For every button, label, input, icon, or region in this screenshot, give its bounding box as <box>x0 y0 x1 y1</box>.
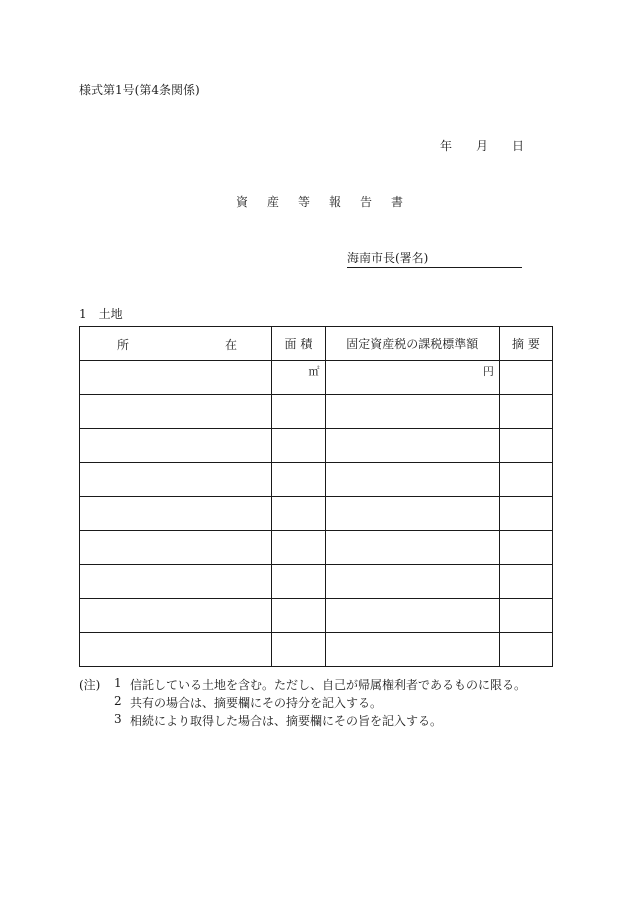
cell-remarks[interactable] <box>499 395 552 429</box>
note-text: 共有の場合は、摘要欄にその持分を記入する。 <box>130 696 383 710</box>
cell-location[interactable] <box>80 531 272 565</box>
area-unit: ㎡ <box>308 365 320 378</box>
cell-assessed-value[interactable] <box>325 463 499 497</box>
table-row <box>80 599 553 633</box>
date-month-label: 月 <box>476 139 489 153</box>
cell-remarks[interactable] <box>499 565 552 599</box>
header-remarks: 摘 要 <box>499 327 552 361</box>
title-char: 書 <box>391 195 404 209</box>
cell-location[interactable] <box>80 395 272 429</box>
note-text: 相続により取得した場合は、摘要欄にその旨を記入する。 <box>130 714 443 728</box>
cell-remarks[interactable] <box>499 531 552 565</box>
date-year-label: 年 <box>440 139 453 153</box>
note-number: 3 <box>114 712 122 726</box>
cell-location[interactable] <box>80 361 272 395</box>
cell-remarks[interactable] <box>499 361 552 395</box>
cell-assessed-value[interactable] <box>325 599 499 633</box>
note-number: 1 <box>114 676 122 690</box>
cell-remarks[interactable] <box>499 429 552 463</box>
title-char: 報 <box>329 195 342 209</box>
cell-assessed-value[interactable] <box>325 361 499 395</box>
header-location-char-2: 在 <box>225 338 238 352</box>
table-row <box>80 633 553 667</box>
cell-area[interactable] <box>272 531 325 565</box>
form-number: 様式第1号(第4条関係) <box>79 83 200 97</box>
date-day-label: 日 <box>512 139 525 153</box>
cell-area[interactable] <box>272 395 325 429</box>
cell-assessed-value[interactable] <box>325 429 499 463</box>
title-char: 告 <box>360 195 373 209</box>
cell-area[interactable] <box>272 599 325 633</box>
header-assessed-value: 固定資産税の課税標準額 <box>325 327 499 361</box>
cell-remarks[interactable] <box>499 599 552 633</box>
value-unit: 円 <box>482 365 494 378</box>
header-location-char-1: 所 <box>117 338 130 352</box>
title-char: 産 <box>267 195 280 209</box>
title-char: 等 <box>298 195 311 209</box>
header-area: 面 積 <box>272 327 325 361</box>
header-location <box>80 327 272 361</box>
table-row <box>80 497 553 531</box>
table-row <box>80 361 553 395</box>
note-number: 2 <box>114 694 122 708</box>
table-row <box>80 429 553 463</box>
cell-remarks[interactable] <box>499 497 552 531</box>
cell-remarks[interactable] <box>499 633 552 667</box>
cell-assessed-value[interactable] <box>325 395 499 429</box>
cell-location[interactable] <box>80 599 272 633</box>
table-row <box>80 463 553 497</box>
document-title <box>236 193 422 210</box>
cell-location[interactable] <box>80 633 272 667</box>
cell-remarks[interactable] <box>499 463 552 497</box>
notes-label: (注) <box>79 678 101 692</box>
cell-area[interactable] <box>272 361 325 395</box>
cell-location[interactable] <box>80 565 272 599</box>
cell-area[interactable] <box>272 429 325 463</box>
cell-location[interactable] <box>80 429 272 463</box>
cell-area[interactable] <box>272 565 325 599</box>
cell-area[interactable] <box>272 497 325 531</box>
cell-location[interactable] <box>80 497 272 531</box>
land-table <box>79 326 553 667</box>
table-row <box>80 395 553 429</box>
cell-assessed-value[interactable] <box>325 565 499 599</box>
cell-location[interactable] <box>80 463 272 497</box>
note-text: 信託している土地を含む。ただし、自己が帰属権利者であるものに限る。 <box>130 678 527 692</box>
addressee-signature-line: 海南市長(署名) <box>347 249 522 268</box>
cell-assessed-value[interactable] <box>325 497 499 531</box>
section-heading: 1 土地 <box>79 307 123 321</box>
cell-assessed-value[interactable] <box>325 531 499 565</box>
table-row <box>80 531 553 565</box>
table-header-row <box>80 327 553 361</box>
cell-area[interactable] <box>272 633 325 667</box>
cell-assessed-value[interactable] <box>325 633 499 667</box>
table-row <box>80 565 553 599</box>
cell-area[interactable] <box>272 463 325 497</box>
title-char: 資 <box>236 195 249 209</box>
